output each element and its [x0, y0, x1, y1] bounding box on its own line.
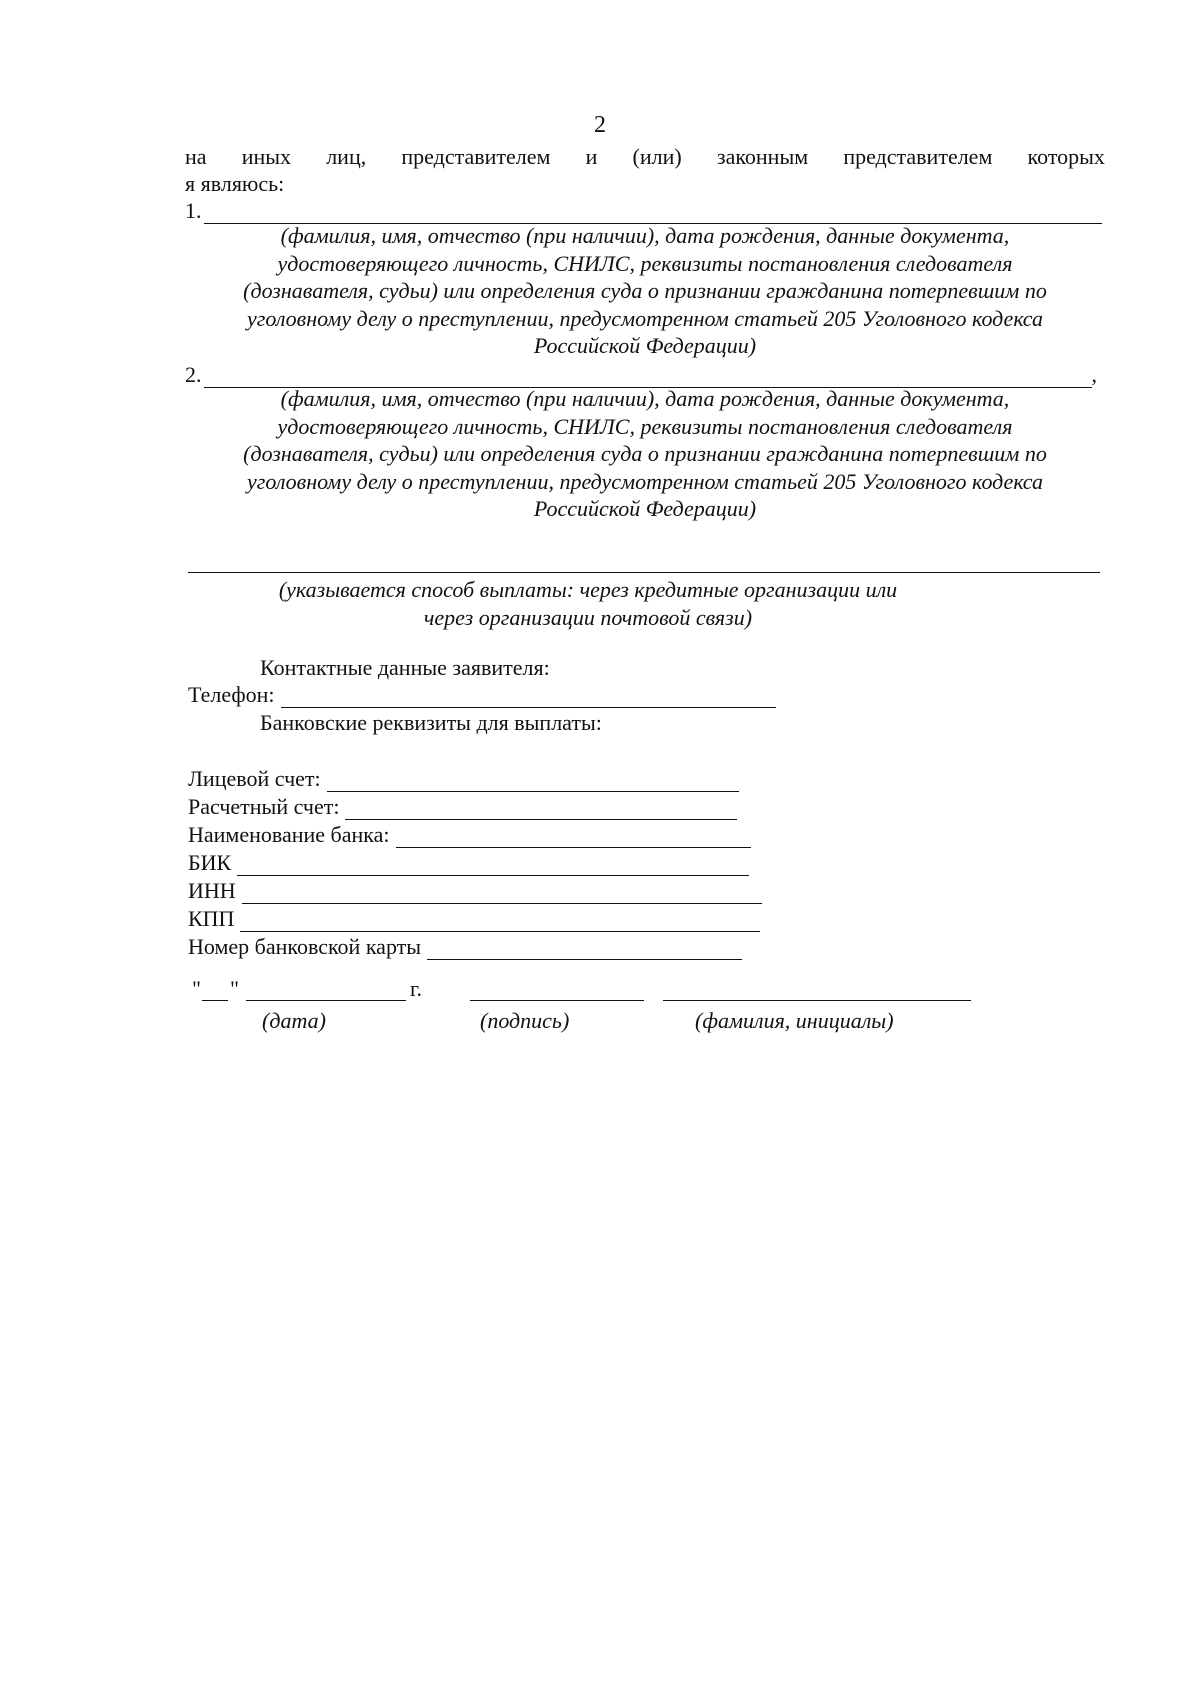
- contacts-heading: Контактные данные заявителя:: [260, 655, 550, 680]
- payment-method-fill-line[interactable]: [188, 572, 1100, 573]
- intro-word: представителем: [843, 144, 993, 169]
- bank-field-line[interactable]: [327, 773, 739, 792]
- date-quote-close: ": [230, 976, 239, 1001]
- person-2-trailing: ,: [1091, 362, 1097, 387]
- person-2-number: 2.: [185, 362, 202, 387]
- caption-line: через организации почтовой связи): [423, 604, 753, 630]
- signature-row: [188, 978, 988, 1006]
- person-2-caption: [185, 385, 1105, 523]
- intro-word: которых: [1027, 144, 1105, 169]
- name-fill-line[interactable]: [663, 1000, 971, 1001]
- signature-fill-line[interactable]: [470, 1000, 644, 1001]
- bank-field-label: Наименование банка:: [188, 822, 390, 847]
- year-suffix: г.: [410, 976, 423, 1001]
- bank-field-line[interactable]: [240, 913, 760, 932]
- date-quote-open: ": [192, 976, 201, 1001]
- phone-label: Телефон:: [188, 682, 275, 707]
- caption-line: (указывается способ выплаты: через кредитные организации или: [278, 577, 898, 602]
- date-caption: (дата): [262, 1008, 326, 1033]
- bank-heading: Банковские реквизиты для выплаты:: [260, 710, 602, 735]
- intro-word: иных: [241, 144, 292, 169]
- caption-line: уголовному делу о преступлении, предусмотренном статьей 205 Уголовного кодекса: [247, 468, 1043, 494]
- intro-word: лиц,: [326, 144, 367, 169]
- caption-line: удостоверяющего личность, СНИЛС, реквизиты постановления следователя: [277, 250, 1013, 276]
- bank-field-line[interactable]: [427, 941, 742, 960]
- month-fill-line[interactable]: [246, 1000, 406, 1001]
- bank-field-line[interactable]: [396, 829, 751, 848]
- caption-line: Российской Федерации): [533, 333, 757, 358]
- person-1-fill-line[interactable]: [204, 203, 1102, 224]
- bank-field-kpp: [188, 904, 760, 932]
- bank-field-label: КПП: [188, 906, 235, 931]
- bank-field-inn: [188, 876, 762, 904]
- phone-field: [188, 680, 776, 708]
- caption-line: Российской Федерации): [533, 496, 757, 521]
- intro-line-2: я являюсь:: [185, 171, 285, 196]
- bank-field-bik: [188, 848, 749, 876]
- person-1-entry: [185, 198, 1102, 224]
- bank-field-bank-name: [188, 820, 751, 848]
- caption-line: уголовному делу о преступлении, предусмотренном статьей 205 Уголовного кодекса: [247, 305, 1043, 331]
- bank-field-label: БИК: [188, 850, 232, 875]
- intro-word: и: [585, 144, 598, 169]
- bank-field-label: ИНН: [188, 878, 236, 903]
- caption-line: (дознавателя, судьи) или определения суда о признании гражданина потерпевшим по: [243, 441, 1047, 466]
- intro-word: законным: [716, 144, 809, 169]
- day-fill-line[interactable]: [202, 1000, 228, 1001]
- phone-fill-line[interactable]: [281, 689, 776, 708]
- name-caption: (фамилия, инициалы): [695, 1008, 894, 1033]
- caption-line: (фамилия, имя, отчество (при наличии), дата рождения, данные документа,: [280, 386, 1010, 411]
- intro-word: (или): [632, 144, 682, 169]
- bank-field-settlement: [188, 792, 737, 820]
- caption-line: удостоверяющего личность, СНИЛС, реквизиты постановления следователя: [277, 413, 1013, 439]
- page-number: 2: [594, 112, 606, 138]
- intro-line-1: [185, 143, 1105, 170]
- person-1-caption: [185, 222, 1105, 360]
- payment-method-caption: [188, 576, 988, 631]
- bank-field-line[interactable]: [237, 857, 749, 876]
- bank-field-label: Расчетный счет:: [188, 794, 340, 819]
- caption-line: (фамилия, имя, отчество (при наличии), дата рождения, данные документа,: [280, 223, 1010, 248]
- bank-field-account: [188, 764, 739, 792]
- bank-field-card: [188, 932, 742, 960]
- bank-field-line[interactable]: [345, 801, 737, 820]
- intro-word: на: [185, 144, 207, 169]
- bank-field-label: Лицевой счет:: [188, 766, 321, 791]
- signature-caption: (подпись): [480, 1008, 570, 1033]
- bank-field-label: Номер банковской карты: [188, 934, 422, 959]
- intro-word: представителем: [401, 144, 551, 169]
- person-1-number: 1.: [185, 198, 202, 223]
- intro-text: [185, 143, 1105, 197]
- bank-field-line[interactable]: [242, 885, 762, 904]
- caption-line: (дознавателя, судьи) или определения суда о признании гражданина потерпевшим по: [243, 278, 1047, 303]
